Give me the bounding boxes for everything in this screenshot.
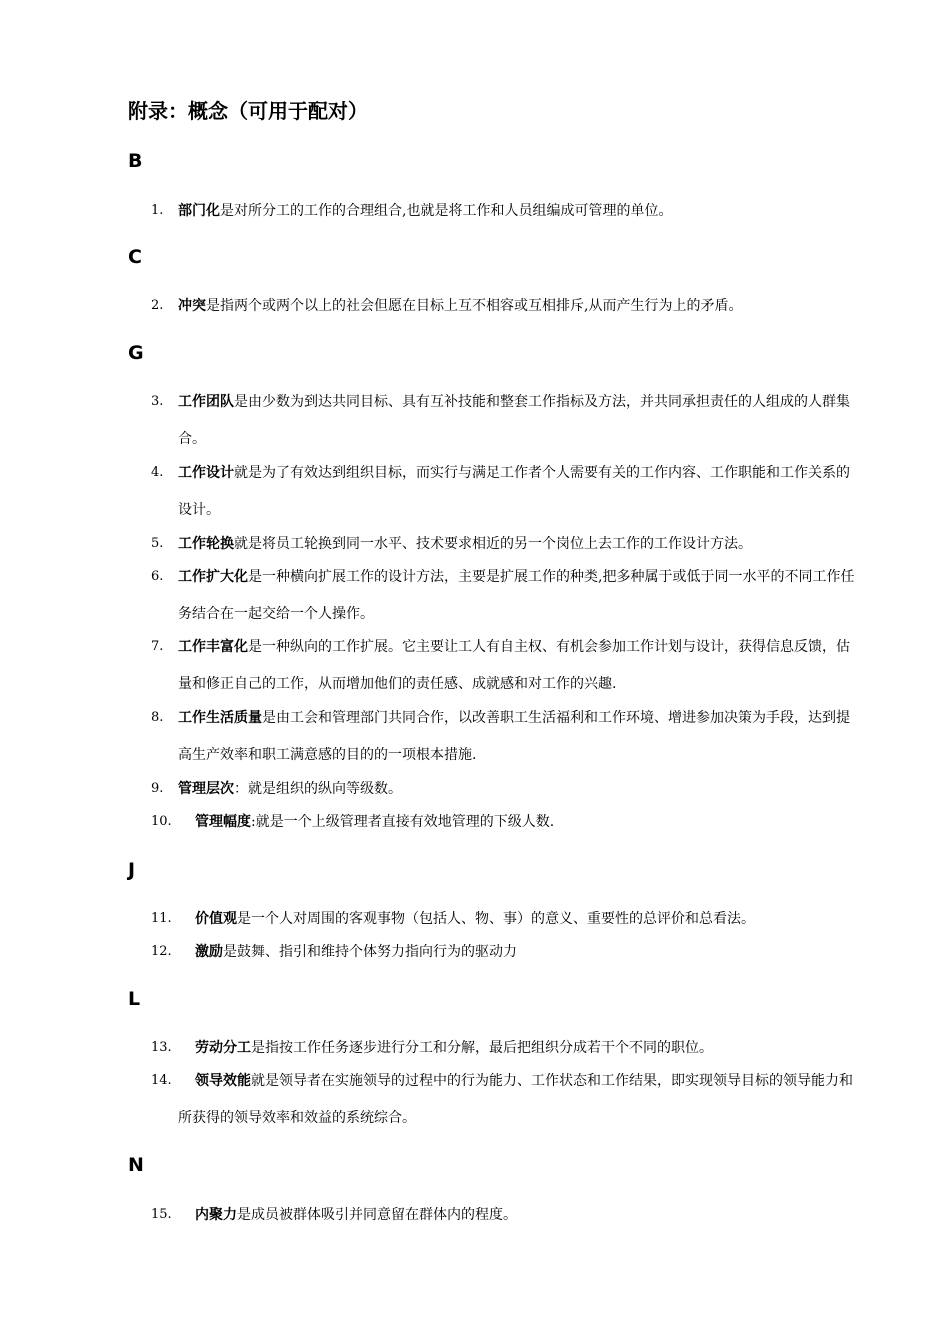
item-number: 9. <box>151 781 164 796</box>
item-definition: :就是一个上级管理者直接有效地管理的下级人数. <box>251 814 555 830</box>
item-definition: 是由工会和管理部门共同合作，以改善职工生活福利和工作环境、增进参加决策为手段，达到提高生产效率和职工满意感的目的的一项根本措施. <box>178 710 850 763</box>
item-term: 劳动分工 <box>195 1040 251 1056</box>
item-definition: 是指两个或两个以上的社会但愿在目标上互不相容或互相排斥,从而产生行为上的矛盾。 <box>206 298 743 314</box>
item-number: 6. <box>151 569 164 584</box>
item-number: 4. <box>151 465 164 480</box>
definition-item <box>151 1202 861 1228</box>
item-number: 13. <box>151 1040 172 1055</box>
item-number: 7. <box>151 639 164 654</box>
definition-item <box>151 1068 861 1137</box>
definition-item <box>151 906 861 932</box>
item-term: 领导效能 <box>195 1073 251 1089</box>
item-number: 10. <box>151 814 172 829</box>
item-term: 部门化 <box>178 203 220 219</box>
item-definition: ：就是组织的纵向等级数。 <box>234 781 402 797</box>
item-definition: 就是领导者在实施领导的过程中的行为能力、工作状态和工作结果，即实现领导目标的领导能力和所获得的领导效率和效益的系统综合。 <box>178 1073 853 1126</box>
section-letter-j: J <box>128 859 136 881</box>
item-term: 价值观 <box>195 911 237 927</box>
item-definition: 是成员被群体吸引并同意留在群体内的程度。 <box>237 1207 517 1223</box>
definition-item <box>151 460 861 529</box>
definition-item <box>151 705 861 774</box>
item-definition: 是一个人对周围的客观事物（包括人、物、事）的意义、重要性的总评价和总看法。 <box>237 911 755 927</box>
item-term: 激励 <box>195 944 223 960</box>
section-letter-g: G <box>128 342 144 364</box>
section-letter-b: B <box>128 150 143 172</box>
section-letter-n: N <box>128 1154 144 1176</box>
definition-item <box>151 1035 861 1061</box>
item-definition: 是一种纵向的工作扩展。它主要让工人有自主权、有机会参加工作计划与设计，获得信息反馈，估量和修正自己的工作，从而增加他们的责任感、成就感和对工作的兴趣. <box>178 639 850 692</box>
section-letter-c: C <box>128 246 142 268</box>
definition-item <box>151 198 861 224</box>
item-number: 2. <box>151 298 164 313</box>
section-letter-l: L <box>128 988 141 1010</box>
item-number: 14. <box>151 1073 172 1088</box>
definition-item <box>151 634 861 703</box>
item-number: 8. <box>151 710 164 725</box>
definition-item <box>151 776 861 802</box>
item-definition: 是指按工作任务逐步进行分工和分解，最后把组织分成若干个不同的职位。 <box>251 1040 713 1056</box>
definition-item <box>151 293 861 319</box>
item-definition: 就是将员工轮换到同一水平、技术要求相近的另一个岗位上去工作的工作设计方法。 <box>234 536 752 552</box>
definition-item <box>151 564 861 633</box>
item-term: 冲突 <box>178 298 206 314</box>
definition-item <box>151 939 861 965</box>
item-term: 工作设计 <box>178 465 234 481</box>
definition-item <box>151 389 861 458</box>
definition-item <box>151 809 861 835</box>
item-number: 5. <box>151 536 164 551</box>
item-definition: 是一种横向扩展工作的设计方法，主要是扩展工作的种类,把多种属于或低于同一水平的不同工作任务结合在一起交给一个人操作。 <box>178 569 855 622</box>
item-number: 1. <box>151 203 164 218</box>
item-term: 工作生活质量 <box>178 710 262 726</box>
item-term: 工作扩大化 <box>178 569 248 585</box>
item-number: 3. <box>151 394 164 409</box>
item-term: 工作团队 <box>178 394 234 410</box>
item-term: 工作轮换 <box>178 536 234 552</box>
item-term: 管理层次 <box>178 781 234 797</box>
item-definition: 就是为了有效达到组织目标，而实行与满足工作者个人需要有关的工作内容、工作职能和工作关系的设计。 <box>178 465 850 518</box>
item-term: 工作丰富化 <box>178 639 248 655</box>
item-number: 11. <box>151 911 172 926</box>
definition-item <box>151 531 861 557</box>
item-number: 15. <box>151 1207 172 1222</box>
item-definition: 是由少数为到达共同目标、具有互补技能和整套工作指标及方法，并共同承担责任的人组成的人群集合。 <box>178 394 850 447</box>
item-number: 12. <box>151 944 172 959</box>
item-term: 管理幅度 <box>195 814 251 830</box>
page-title: 附录：概念（可用于配对） <box>128 99 368 123</box>
item-definition: 是鼓舞、指引和维持个体努力指向行为的驱动力 <box>223 944 517 960</box>
item-term: 内聚力 <box>195 1207 237 1223</box>
item-definition: 是对所分工的工作的合理组合,也就是将工作和人员组编成可管理的单位。 <box>220 203 673 219</box>
